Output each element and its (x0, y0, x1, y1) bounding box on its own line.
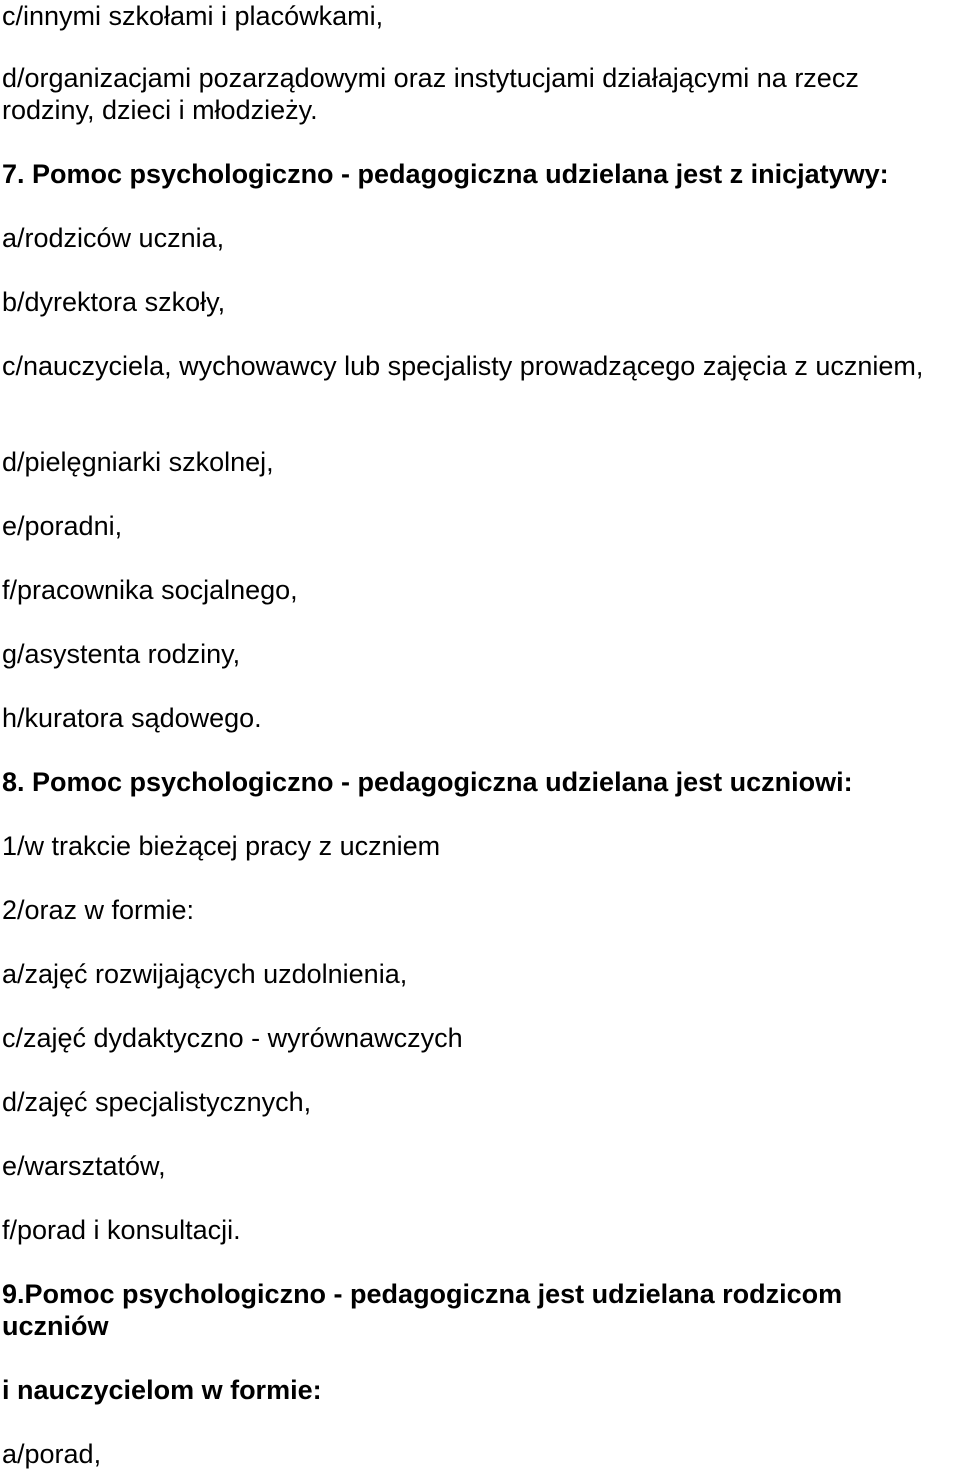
list-item-a-advice: a/porad, (2, 1439, 102, 1469)
list-item-c-teacher: c/nauczyciela, wychowawcy lub specjalisty prowadzącego zajęcia z uczniem, (2, 351, 924, 381)
list-item-1-current-work: 1/w trakcie bieżącej pracy z uczniem (2, 831, 441, 861)
list-item-d-organizations: d/organizacjami pozarządowymi oraz instytucjami działającymi na rzecz rodziny, dzieci i młodzieży. (2, 63, 859, 125)
list-item-2-forms: 2/oraz w formie: (2, 895, 195, 925)
section-9-heading: 9.Pomoc psychologiczno - pedagogiczna jest udzielana rodzicom uczniów (2, 1279, 843, 1341)
list-item-f-consultations: f/porad i konsultacji. (2, 1215, 241, 1245)
list-item-a-talent-classes: a/zajęć rozwijających uzdolnienia, (2, 959, 408, 989)
list-item-d-nurse: d/pielęgniarki szkolnej, (2, 447, 274, 477)
section-7-heading: 7. Pomoc psychologiczno - pedagogiczna udzielana jest z inicjatywy: (2, 159, 889, 189)
list-item-g-family-assistant: g/asystenta rodziny, (2, 639, 241, 669)
section-8-heading: 8. Pomoc psychologiczno - pedagogiczna udzielana jest uczniowi: (2, 767, 853, 797)
list-item-e-workshops: e/warsztatów, (2, 1151, 166, 1181)
list-item-c-compensatory-classes: c/zajęć dydaktyczno - wyrównawczych (2, 1023, 463, 1053)
list-item-f-social-worker: f/pracownika socjalnego, (2, 575, 298, 605)
list-item-b-director: b/dyrektora szkoły, (2, 287, 226, 317)
list-item-h-court-officer: h/kuratora sądowego. (2, 703, 262, 733)
list-item-c-schools: c/innymi szkołami i placówkami, (2, 1, 384, 31)
list-item-e-clinic: e/poradni, (2, 511, 123, 541)
section-9-heading-continued: i nauczycielom w formie: (2, 1375, 322, 1405)
list-item-d-specialist-classes: d/zajęć specjalistycznych, (2, 1087, 312, 1117)
list-item-a-parents: a/rodziców ucznia, (2, 223, 225, 253)
